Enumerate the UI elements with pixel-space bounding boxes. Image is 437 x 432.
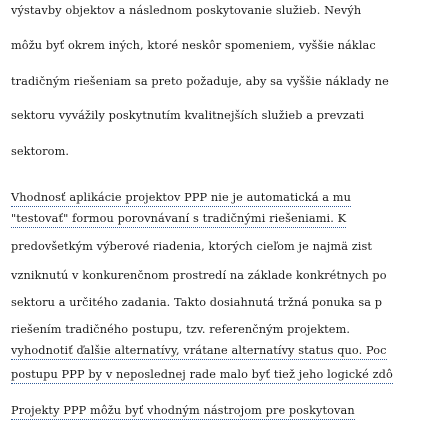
text-line: vzniknutú v konkurenčnom prostredí na základe konkrétnych po	[11, 269, 387, 282]
text-line: môžu byť okrem iných, ktoré neskôr spomeniem, vyššie náklac	[11, 39, 376, 52]
text-line: Vhodnosť aplikácie projektov PPP nie je automatická a mu	[11, 191, 351, 207]
text-line: predovšetkým výberové riadenia, ktorých cieľom je najmä zist	[11, 240, 373, 253]
text-line: postupu PPP by v neposlednej rade malo byť tiež jeho logické zdô	[11, 368, 393, 384]
text-line: "testovať" formou porovnávaní s tradičnými riešeniami. K	[11, 212, 346, 228]
text-line: sektoru vyvážily poskytnutím kvalitnejších služieb a prevzati	[11, 109, 365, 122]
text-line: sektorom.	[11, 145, 70, 158]
text-line: sektoru a určitého zadania. Takto dosiahnutá tržná ponuka sa p	[11, 296, 383, 309]
text-line: výstavby objektov a následnom poskytovanie služieb. Nevýh	[11, 4, 362, 17]
text-line: riešením tradičného postupu, tzv. referenčným projektem.	[11, 323, 351, 336]
text-line: Projekty PPP môžu byť vhodným nástrojom pre poskytovan	[11, 404, 355, 420]
text-line: vyhodnotiť ďalšie alternatívy, vrátane alternatívy status quo. Poc	[11, 344, 387, 360]
text-line: tradičným riešeniam sa preto požaduje, aby sa vyššie náklady ne	[11, 75, 389, 88]
